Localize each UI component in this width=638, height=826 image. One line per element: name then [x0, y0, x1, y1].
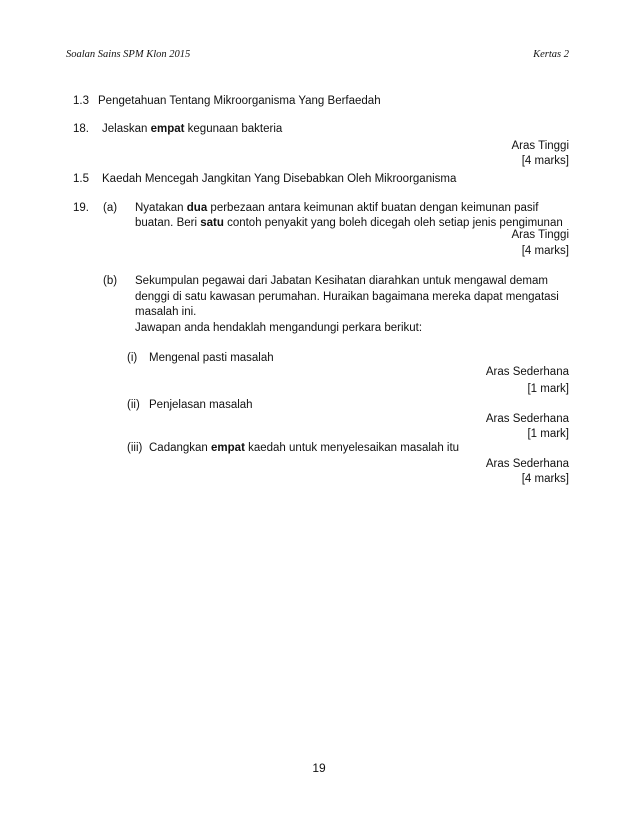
running-header-left: Soalan Sains SPM Klon 2015: [66, 49, 191, 60]
q19b-iii-level: Aras Sederhana: [485, 458, 569, 470]
section-number-1-3: 1.3: [73, 95, 89, 107]
q19b-line2: denggi di satu kawasan perumahan. Huraikan bagaimana mereka dapat mengatasi: [135, 291, 559, 303]
q19b-iii-marks: [4 marks]: [521, 473, 569, 485]
q19b-ii-marks: [1 mark]: [527, 428, 569, 440]
q18-level: Aras Tinggi: [511, 140, 569, 152]
q19b-iii-label: (iii): [127, 442, 143, 454]
q19a-line2-after: contoh penyakit yang boleh dicegah oleh setiap jenis pengimunan: [223, 217, 563, 229]
q19a-line1: [135, 202, 538, 214]
question-18-text: [102, 123, 282, 135]
q18-text-before: Jelaskan: [102, 123, 151, 135]
section-number-1-5: 1.5: [73, 173, 89, 185]
q19b-line1: Sekumpulan pegawai dari Jabatan Kesihatan diarahkan untuk mengawal demam: [135, 275, 548, 287]
q19b-label: (b): [103, 275, 118, 287]
q19a-line1-bold: dua: [186, 202, 208, 214]
question-number-18: 18.: [73, 123, 89, 135]
question-number-19: 19.: [73, 202, 89, 214]
q19b-i-marks: [1 mark]: [527, 383, 569, 395]
q19b-line4: Jawapan anda hendaklah mengandungi perkara berikut:: [135, 322, 423, 334]
q19b-iii-bold: empat: [211, 442, 245, 454]
q19b-i-label: (i): [127, 352, 138, 364]
running-header-right: Kertas 2: [533, 49, 569, 60]
q18-bold: empat: [150, 123, 185, 135]
q19b-ii-text: Penjelasan masalah: [149, 399, 253, 411]
q19a-label: (a): [103, 202, 118, 214]
q19b-line3: masalah ini.: [135, 306, 197, 318]
section-title-1-3: Pengetahuan Tentang Mikroorganisma Yang Berfaedah: [98, 95, 381, 107]
q19a-line2-bold: satu: [200, 217, 224, 229]
q19b-iii-text: [149, 442, 459, 454]
q19a-line1-before: Nyatakan: [135, 202, 187, 214]
q19a-line2: [135, 217, 563, 229]
q19b-i-level: Aras Sederhana: [485, 366, 569, 378]
q19b-iii-text-after: kaedah untuk menyelesaikan masalah itu: [244, 442, 460, 454]
q19a-level: Aras Tinggi: [511, 229, 569, 241]
section-title-1-5: Kaedah Mencegah Jangkitan Yang Disebabkan Oleh Mikroorganisma: [102, 173, 457, 185]
q19b-i-text: Mengenal pasti masalah: [149, 352, 274, 364]
q19a-marks: [4 marks]: [521, 245, 569, 257]
q18-marks: [4 marks]: [521, 155, 569, 167]
page-number: 19: [312, 761, 326, 775]
q19b-ii-label: (ii): [127, 399, 140, 411]
q19b-ii-level: Aras Sederhana: [485, 413, 569, 425]
q19b-iii-text-before: Cadangkan: [149, 442, 212, 454]
q19a-line1-after: perbezaan antara keimunan aktif buatan dengan keimunan pasif: [207, 202, 539, 214]
q19a-line2-before: buatan. Beri: [135, 217, 201, 229]
q18-text-after: kegunaan bakteria: [184, 123, 283, 135]
